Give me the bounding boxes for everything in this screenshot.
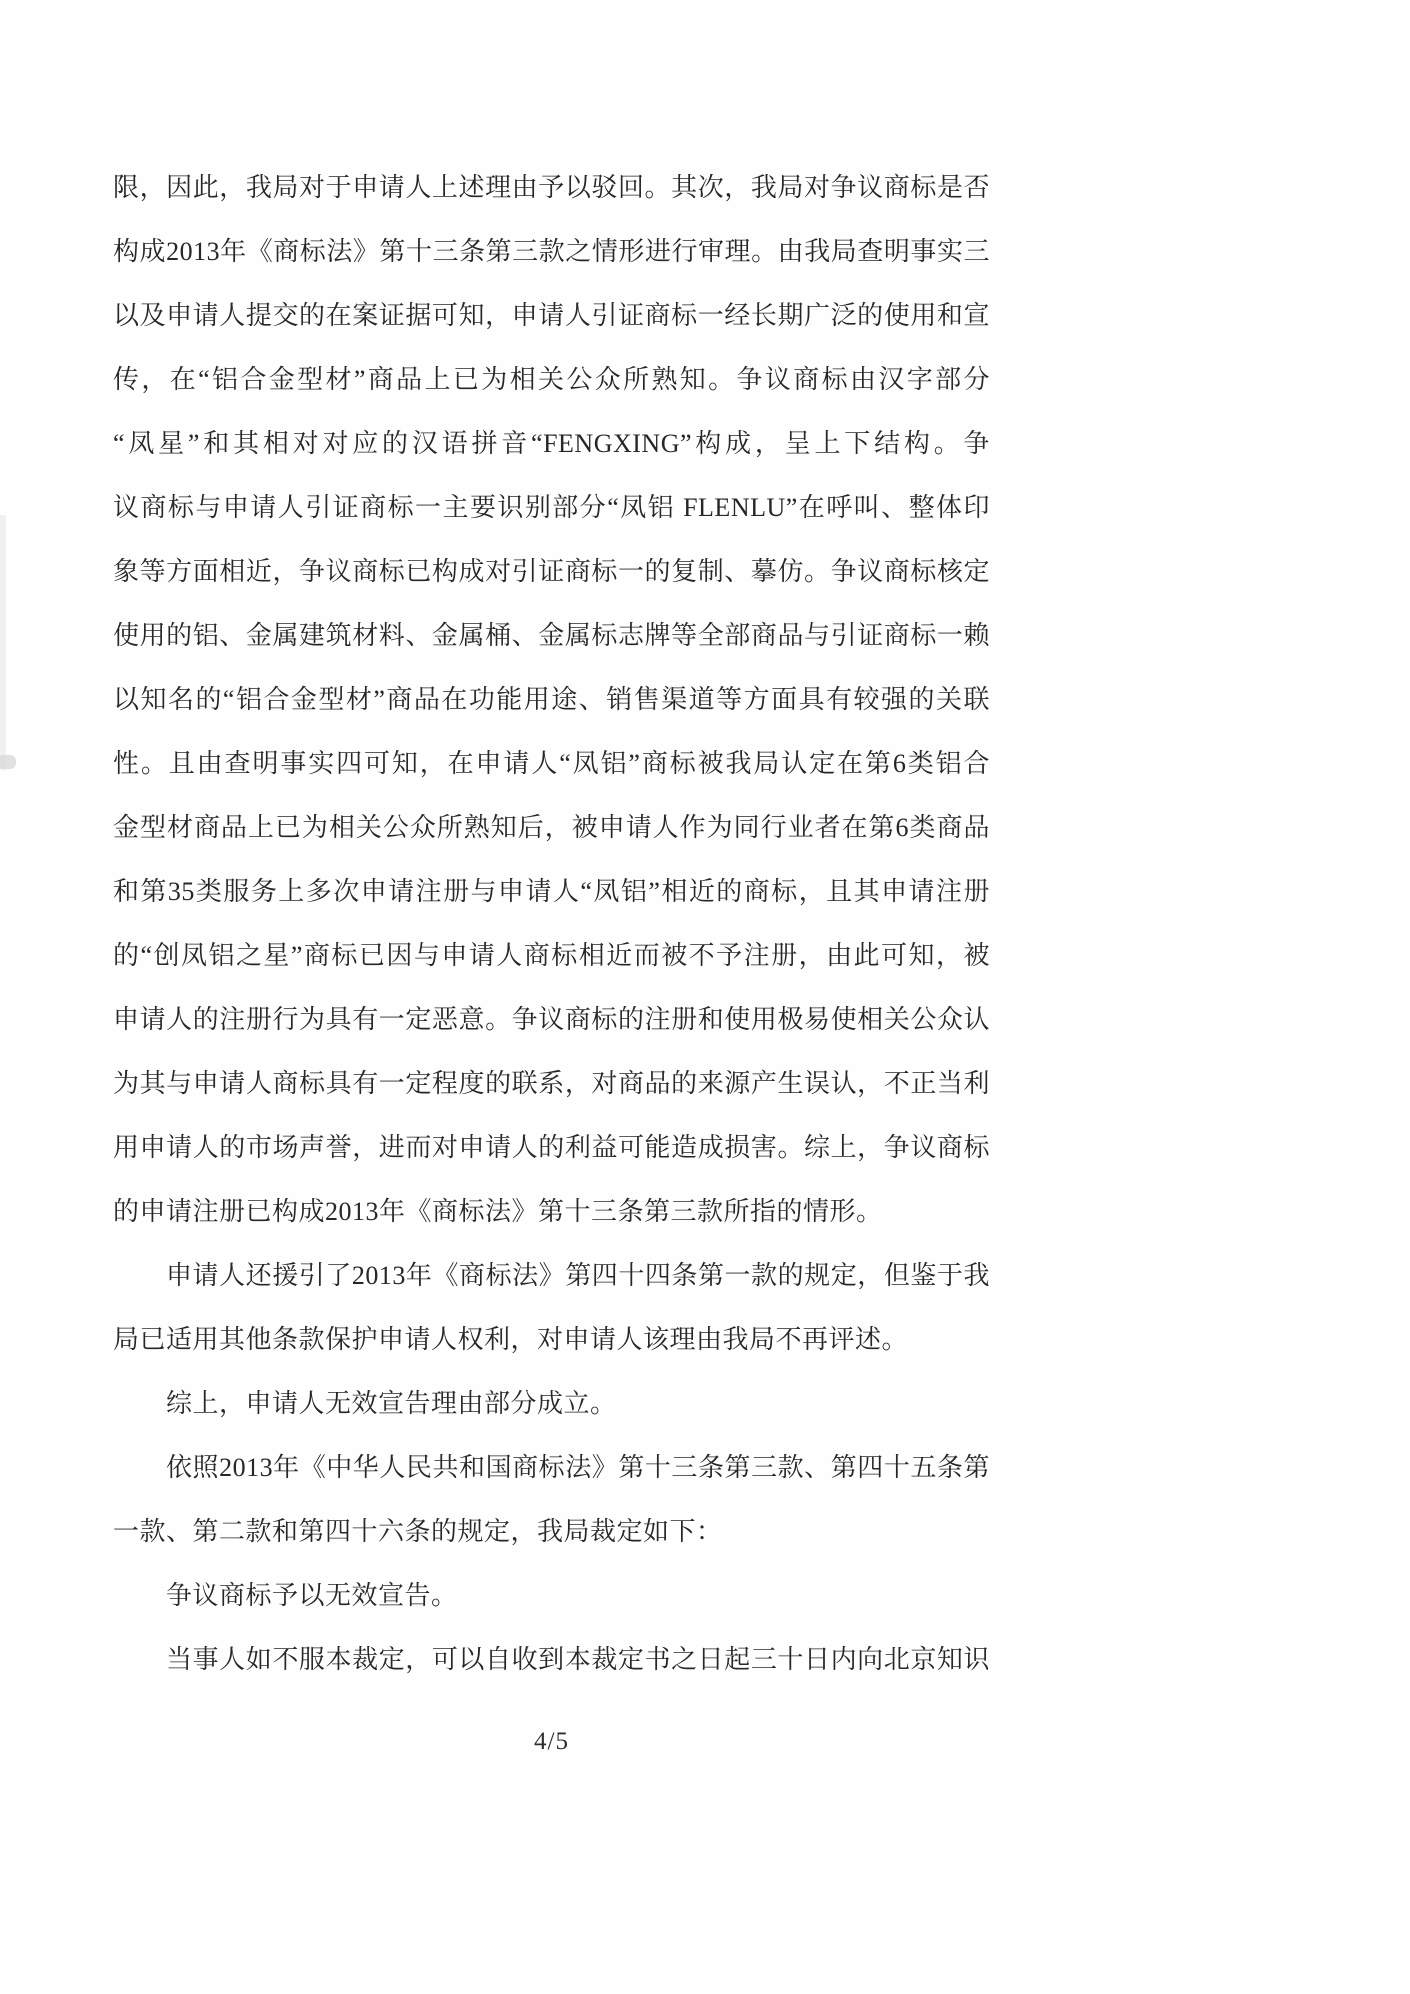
text-line: 传，在“铝合金型材”商品上已为相关公众所熟知。争议商标由汉字部分 bbox=[113, 365, 990, 394]
text-line: 限，因此，我局对于申请人上述理由予以驳回。其次，我局对争议商标是否 bbox=[113, 173, 990, 202]
text-line: 金型材商品上已为相关公众所熟知后，被申请人作为同行业者在第6类商品 bbox=[113, 813, 990, 842]
text-line: 象等方面相近，争议商标已构成对引证商标一的复制、摹仿。争议商标核定 bbox=[113, 557, 990, 586]
text-line: 当事人如不服本裁定，可以自收到本裁定书之日起三十日内向北京知识 bbox=[166, 1645, 990, 1674]
text-line: 为其与申请人商标具有一定程度的联系，对商品的来源产生误认，不正当利 bbox=[113, 1069, 990, 1098]
text-line: 局已适用其他条款保护申请人权利，对申请人该理由我局不再评述。 bbox=[113, 1325, 909, 1354]
text-line: 的“创凤铝之星”商标已因与申请人商标相近而被不予注册，由此可知，被 bbox=[113, 941, 990, 970]
text-line: 使用的铝、金属建筑材料、金属桶、金属标志牌等全部商品与引证商标一赖 bbox=[113, 621, 990, 650]
text-line: 依照2013年《中华人民共和国商标法》第十三条第三款、第四十五条第 bbox=[166, 1453, 990, 1482]
text-line: 构成2013年《商标法》第十三条第三款之情形进行审理。由我局查明事实三 bbox=[113, 237, 990, 266]
text-line: 申请人的注册行为具有一定恶意。争议商标的注册和使用极易使相关公众认 bbox=[113, 1005, 990, 1034]
text-line: 的申请注册已构成2013年《商标法》第十三条第三款所指的情形。 bbox=[113, 1197, 883, 1226]
text-line: 性。且由查明事实四可知，在申请人“凤铝”商标被我局认定在第6类铝合 bbox=[113, 749, 990, 778]
text-line: 申请人还援引了2013年《商标法》第四十四条第一款的规定，但鉴于我 bbox=[166, 1261, 990, 1290]
text-line: 争议商标予以无效宣告。 bbox=[166, 1581, 458, 1610]
text-line: 一款、第二款和第四十六条的规定，我局裁定如下： bbox=[113, 1517, 723, 1546]
text-line: 议商标与申请人引证商标一主要识别部分“凤铝 FLENLU”在呼叫、整体印 bbox=[113, 493, 990, 522]
text-line: “凤星”和其相对对应的汉语拼音“FENGXING”构成，呈上下结构。争 bbox=[113, 429, 990, 458]
page-number: 4/5 bbox=[534, 1728, 569, 1755]
text-line: 以知名的“铝合金型材”商品在功能用途、销售渠道等方面具有较强的关联 bbox=[113, 685, 990, 714]
scan-artifact-strip bbox=[0, 515, 6, 770]
decision-text bbox=[113, 156, 990, 1692]
text-line: 以及申请人提交的在案证据可知，申请人引证商标一经长期广泛的使用和宣 bbox=[113, 301, 990, 330]
text-line: 和第35类服务上多次申请注册与申请人“凤铝”相近的商标，且其申请注册 bbox=[113, 877, 990, 906]
scan-artifact-smudge bbox=[0, 755, 16, 769]
text-line: 综上，申请人无效宣告理由部分成立。 bbox=[166, 1389, 617, 1418]
text-line: 用申请人的市场声誉，进而对申请人的利益可能造成损害。综上，争议商标 bbox=[113, 1133, 990, 1162]
